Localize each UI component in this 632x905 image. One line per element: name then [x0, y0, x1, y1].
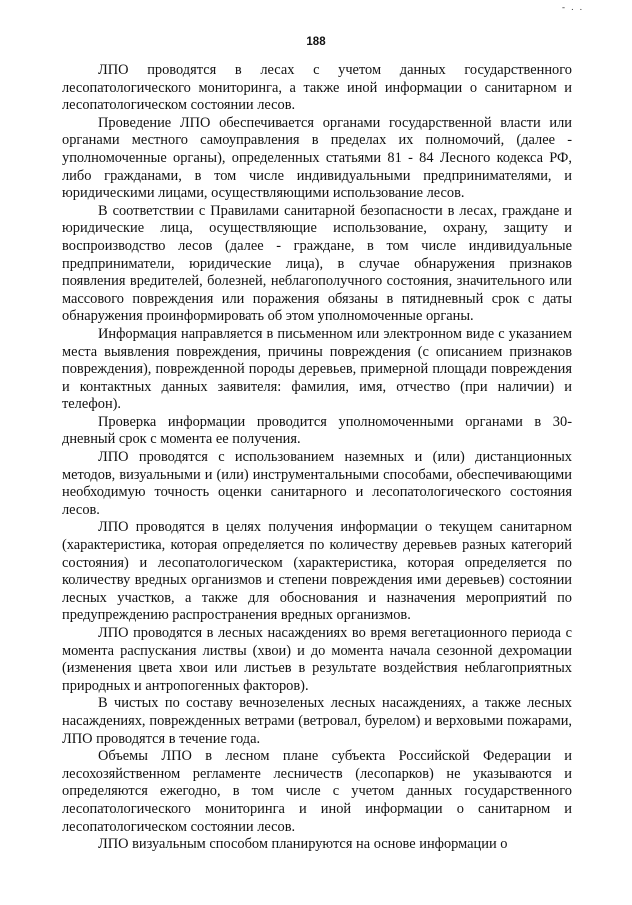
paragraph: Информация направляется в письменном или электронном виде с указанием места выявления повреждения, причины повреждения (с описанием признаков повреждения), поврежденной породы деревьев, примерной площади повреждения и контактных данных заявителя: фамилия, имя, отчество (при наличии) и телефон).: [62, 325, 572, 413]
page-number: 188: [306, 36, 326, 48]
paragraph: Проведение ЛПО обеспечивается органами государственной власти или органами местного самоуправления в пределах их полномочий, (далее - уполномоченные органы), определенных статьями 81 - 84 Лесного кодекса РФ, либо гражданами, в том числе индивидуальными предпринимателями, и юридическими лицами, осуществляющими использование лесов.: [62, 114, 572, 202]
corner-mark: - . .: [562, 2, 584, 12]
paragraph: ЛПО проводятся в целях получения информации о текущем санитарном (характеристика, которая определяется по количеству деревьев разных категорий состояния) и лесопатологическом (характеристика, которая определяется по количеству вредных организмов и степени повреждения ими деревьев) состоянии лесных участков, а также для обоснования и назначения мероприятий по предупреждению распространения вредных организмов.: [62, 519, 572, 624]
paragraph: ЛПО проводятся в лесных насаждениях во время вегетационного периода с момента распускания листвы (хвои) и до момента начала сезонной дехромации (изменения цвета хвои или листьев в результате воздействия неблагоприятных природных и антропогенных факторов).: [62, 625, 572, 694]
paragraph: В соответствии с Правилами санитарной безопасности в лесах, граждане и юридические лица, осуществляющие использование, охрану, защиту и воспроизводство лесов (далее - граждане, в том числе индивидуальные предприниматели, юридические лица), в случае обнаружения признаков появления вредителей, болезней, неблагополучного состояния, значительного или массового повреждения или поражения обязаны в пятидневный срок с даты обнаружения проинформировать об этом уполномоченные органы.: [62, 202, 572, 325]
paragraph: В чистых по составу вечнозеленых лесных насаждениях, а также лесных насаждениях, поврежденных ветрами (ветровал, бурелом) и верховыми пожарами, ЛПО проводятся в течение года.: [62, 695, 572, 747]
paragraph: ЛПО проводятся в лесах с учетом данных государственного лесопатологического мониторинга, а также иной информации о санитарном и лесопатологическом состоянии лесов.: [62, 62, 572, 114]
paragraph: ЛПО визуальным способом планируются на основе информации о: [98, 836, 508, 853]
document-body: [62, 62, 572, 854]
paragraph: Проверка информации проводится уполномоченными органами в 30-дневный срок с момента ее получения.: [62, 413, 572, 448]
paragraph: Объемы ЛПО в лесном плане субъекта Российской Федерации и лесохозяйственном регламенте лесничеств (лесопарков) не указываются и определяются ежегодно, в том числе с учетом данных государственного лесопатологического мониторинга и иной информации о санитарном и лесопатологическом состоянии лесов.: [62, 748, 572, 835]
paragraph: ЛПО проводятся с использованием наземных и (или) дистанционных методов, визуальными и (или) инструментальными способами, обеспечивающими необходимую точность оценки санитарного и лесопатологического состояния лесов.: [62, 449, 572, 518]
